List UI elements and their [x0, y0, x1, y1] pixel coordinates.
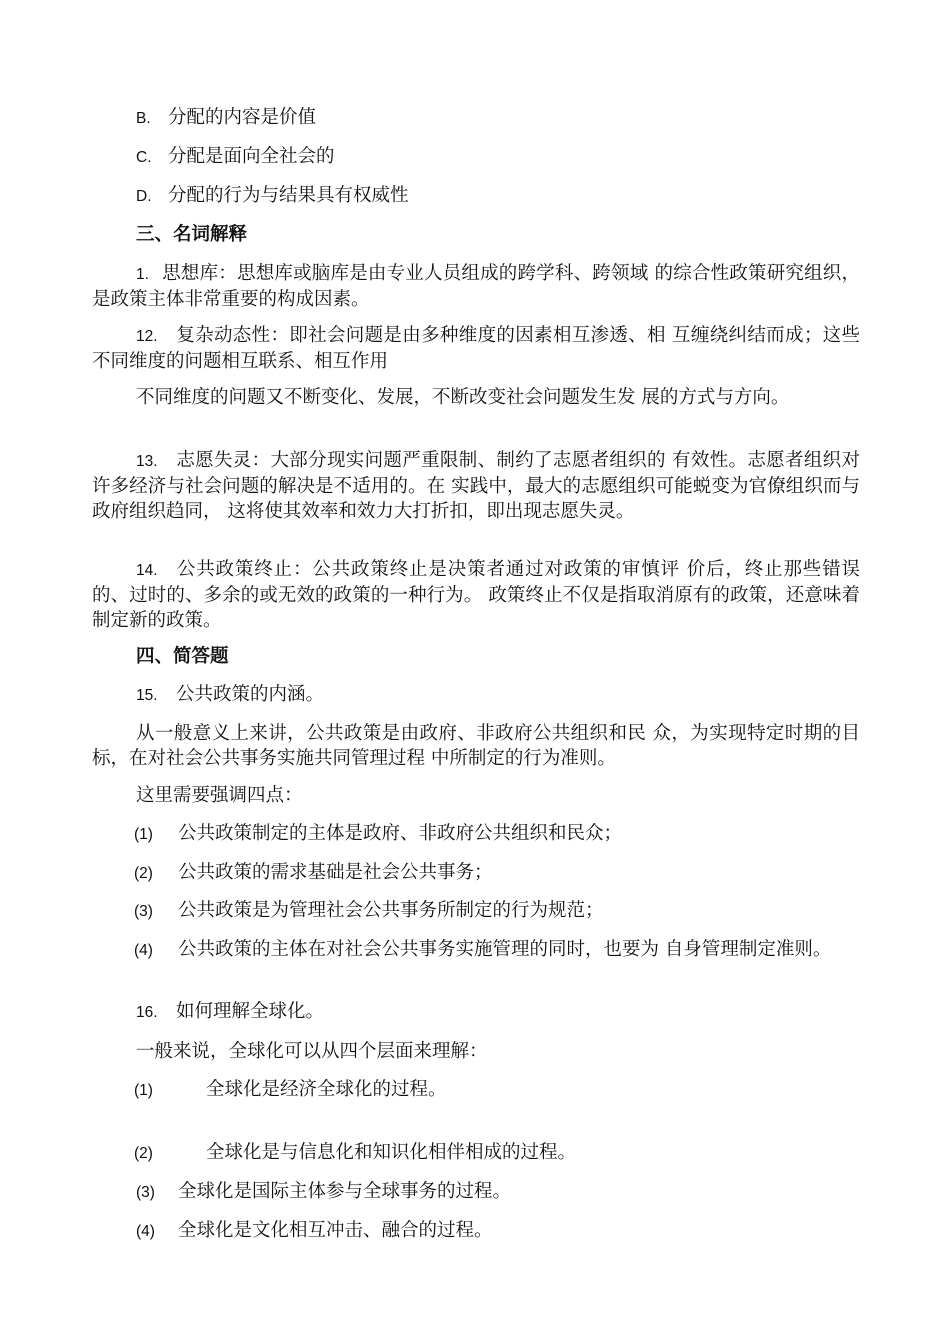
answer-point: [134, 1078, 447, 1103]
answer-point: [134, 1141, 576, 1166]
point-label: (2): [134, 865, 153, 882]
option-text: 分配的行为与结果具有权威性: [168, 185, 409, 206]
section-heading-short-answer: 四、简答题: [136, 646, 229, 667]
question-15: [136, 683, 324, 708]
answer-point: [134, 822, 622, 847]
answer-intro: 这里需要强调四点：: [136, 785, 303, 806]
point-label: (2): [134, 1145, 153, 1162]
term-text: 复杂动态性：即社会问题是由多种维度的因素相互渗透、相 互缠绕纠结而成；这些不同维度的问题相互联系、相互作用: [92, 325, 860, 372]
option-text: 分配是面向全社会的: [168, 146, 335, 167]
term-number: 12.: [136, 328, 158, 345]
point-label: (3): [136, 1184, 155, 1201]
question-title: 公共政策的内涵。: [176, 684, 325, 705]
option-b: [136, 106, 316, 131]
term-continuation: [92, 385, 860, 410]
point-label: (4): [136, 1223, 155, 1240]
point-text: 全球化是国际主体参与全球事务的过程。: [178, 1181, 512, 1202]
answer-point: [92, 937, 860, 963]
answer-intro: 一般来说，全球化可以从四个层面来理解：: [136, 1041, 488, 1062]
term-text: 思想库：思想库或脑库是由专业人员组成的跨学科、跨领域 的综合性政策研究组织，是政策主体非常重要的构成因素。: [92, 263, 860, 310]
point-text: 全球化是文化相互冲击、融合的过程。: [178, 1220, 493, 1241]
answer-paragraph: 从一般意义上来讲，公共政策是由政府、非政府公共组织和民 众，为实现特定时期的目标，在对社会公共事务实施共同管理过程 中所制定的行为准则。: [92, 723, 860, 769]
option-d: [136, 184, 409, 209]
term-text: 公共政策终止：公共政策终止是决策者通过对政策的审慎评 价后，终止那些错误的、过时的、多余的或无效的政策的一种行为。 政策终止不仅是指取消原有的政策，还意味着制定新的政策。: [92, 559, 860, 631]
option-text: 分配的内容是价值: [168, 107, 317, 128]
question-number: 15.: [136, 687, 158, 704]
term-number: 14.: [136, 562, 158, 579]
point-text: 公共政策的需求基础是社会公共事务；: [178, 862, 493, 883]
term-number: 1.: [136, 266, 149, 283]
term-number: 13.: [136, 453, 158, 470]
point-text: 公共政策的主体在对社会公共事务实施管理的同时，也要为 自身管理制定准则。: [178, 939, 832, 960]
point-text: 公共政策是为管理社会公共事务所制定的行为规范；: [178, 900, 604, 921]
option-label: D.: [136, 188, 152, 205]
term-text: 不同维度的问题又不断变化、发展，不断改变社会问题发生发 展的方式与方向。: [136, 387, 790, 408]
option-label: B.: [136, 110, 151, 127]
option-c: [136, 145, 335, 170]
term-item: [92, 557, 860, 633]
point-text: 公共政策制定的主体是政府、非政府公共组织和民众；: [178, 823, 623, 844]
point-label: (4): [134, 942, 153, 959]
option-label: C.: [136, 149, 152, 166]
term-item: [92, 448, 860, 524]
point-label: (1): [134, 1082, 153, 1099]
question-title: 如何理解全球化。: [176, 1001, 325, 1022]
answer-point: [134, 861, 493, 886]
answer-point: [136, 1219, 493, 1244]
point-label: (1): [134, 826, 153, 843]
answer-point: [134, 899, 604, 924]
term-item: [92, 261, 860, 312]
term-item: [92, 323, 860, 374]
term-text: 志愿失灵：大部分现实问题严重限制、制约了志愿者组织的 有效性。志愿者组织对许多经济与社会问题的解决是不适用的。在 实践中，最大的志愿组织可能蜕变为官僚组织而与政府组织趋同， 这将使其效率和效力大打折扣，即出现志愿失灵。: [92, 450, 860, 522]
question-16: [136, 1000, 324, 1025]
question-number: 16.: [136, 1004, 158, 1021]
point-text: 全球化是经济全球化的过程。: [206, 1079, 447, 1100]
point-label: (3): [134, 903, 153, 920]
point-text: 全球化是与信息化和知识化相伴相成的过程。: [206, 1142, 577, 1163]
section-heading-terms: 三、名词解释: [136, 224, 248, 245]
answer-point: [136, 1180, 511, 1205]
